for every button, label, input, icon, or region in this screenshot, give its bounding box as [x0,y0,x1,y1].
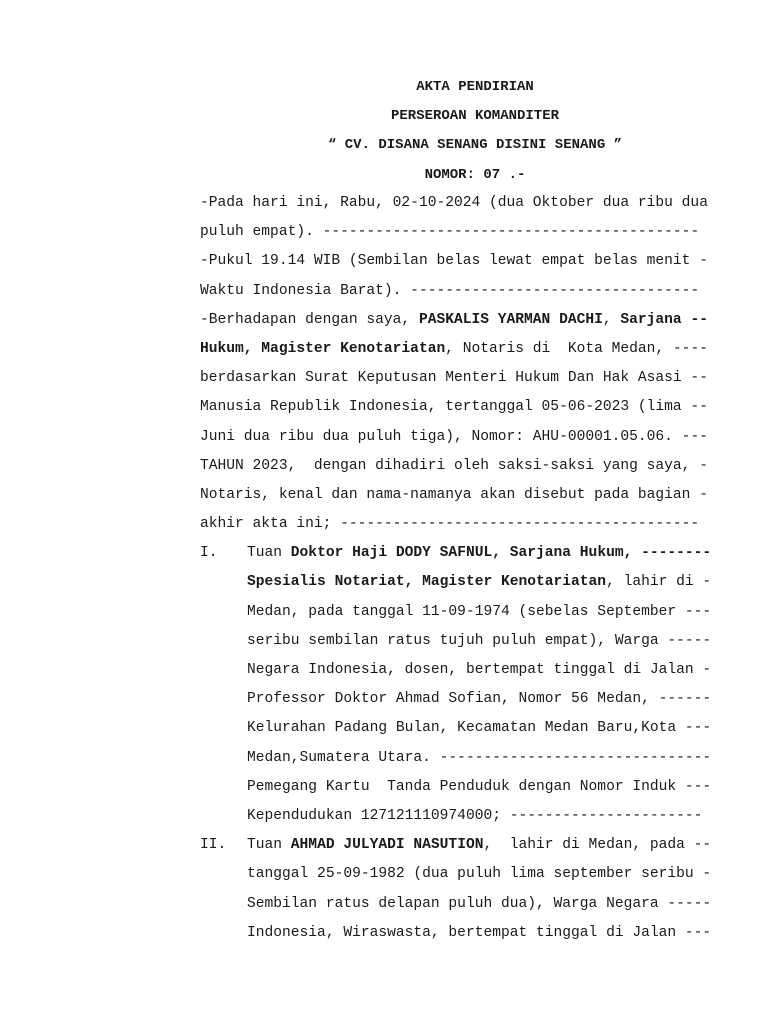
deed-subtitle: PERSEROAN KOMANDITER [390,108,560,125]
text-line: Notaris, kenal dan nama-namanya akan disebut pada bagian - [200,486,708,503]
deed-title: AKTA PENDIRIAN [416,79,534,95]
text-line [247,539,740,568]
text-line: Medan,Sumatera Utara. ------------------------------- [247,749,712,766]
text-line: TAHUN 2023, dengan dihadiri oleh saksi-saksi yang saya, - [200,457,708,474]
text-span: , [602,311,621,328]
deed-body [200,189,740,948]
text-line: Juni dua ribu dua puluh tiga), Nomor: AHU-00001.05.06. --- [200,428,708,445]
text-span: -Berhadapan dengan saya, [200,311,419,328]
text-line: Indonesia, Wiraswasta, bertempat tinggal di Jalan --- [247,924,712,941]
text-line: puluh empat). ------------------------------------------- [200,224,700,241]
text-line: -Pada hari ini, Rabu, 02-10-2024 (dua Oktober dua ribu dua [200,195,708,211]
text-line: seribu sembilan ratus tujuh puluh empat), Warga ----- [247,632,712,649]
text-line: akhir akta ini; ----------------------------------------- [200,516,700,533]
deed-number: NOMOR: 07 .- [424,166,526,183]
party-degree: Spesialis Notariat, Magister Kenotariatan [247,574,607,591]
text-line: Kelurahan Padang Bulan, Kecamatan Medan Baru,Kota --- [247,720,712,737]
text-line: tanggal 25-09-1982 (dua puluh lima september seribu - [247,866,712,883]
company-name: “ CV. DISANA SENANG DISINI SENANG ” [327,137,623,154]
item-number: I. [200,545,218,562]
text-line [200,306,740,335]
text-line [247,568,740,597]
text-line: Pemegang Kartu Tanda Penduduk dengan Nomor Induk --- [247,778,712,795]
text-line [247,831,740,860]
notary-name: PASKALIS YARMAN DACHI [418,311,603,328]
party-item-2 [200,831,740,948]
text-line: Waktu Indonesia Barat). --------------------------------- [200,282,700,299]
text-span: , lahir di Medan, pada -- [483,837,712,854]
text-line: berdasarkan Surat Keputusan Menteri Hukum Dan Hak Asasi -- [200,370,708,387]
text-span: Tuan [247,545,291,562]
text-line: Negara Indonesia, dosen, bertempat tinggal di Jalan - [247,662,712,678]
text-line: -Pukul 19.14 WIB (Sembilan belas lewat empat belas menit - [200,253,708,270]
party-item-1 [200,539,740,831]
text-span: Tuan [247,837,291,854]
party-name: Doktor Haji DODY SAFNUL, Sarjana Hukum, -------- [290,545,712,562]
notary-degree-cont: Hukum, Magister Kenotariatan [200,340,446,357]
text-line: Medan, pada tanggal 11-09-1974 (sebelas September --- [247,603,712,620]
item-number: II. [200,837,227,854]
text-line: Manusia Republik Indonesia, tertanggal 05-06-2023 (lima -- [200,399,708,416]
text-span: , lahir di - [606,574,712,591]
text-line [200,335,740,364]
text-line: Sembilan ratus delapan puluh dua), Warga Negara ----- [247,895,712,912]
text-line: Kependudukan 127121110974000; ---------------------- [247,807,703,824]
party-name: AHMAD JULYADI NASUTION [290,837,484,854]
deed-header [200,73,750,190]
text-line: Professor Doktor Ahmad Sofian, Nomor 56 Medan, ------ [247,691,712,708]
text-span: , Notaris di Kota Medan, ---- [445,340,708,357]
notary-degree: Sarjana -- [620,311,708,328]
